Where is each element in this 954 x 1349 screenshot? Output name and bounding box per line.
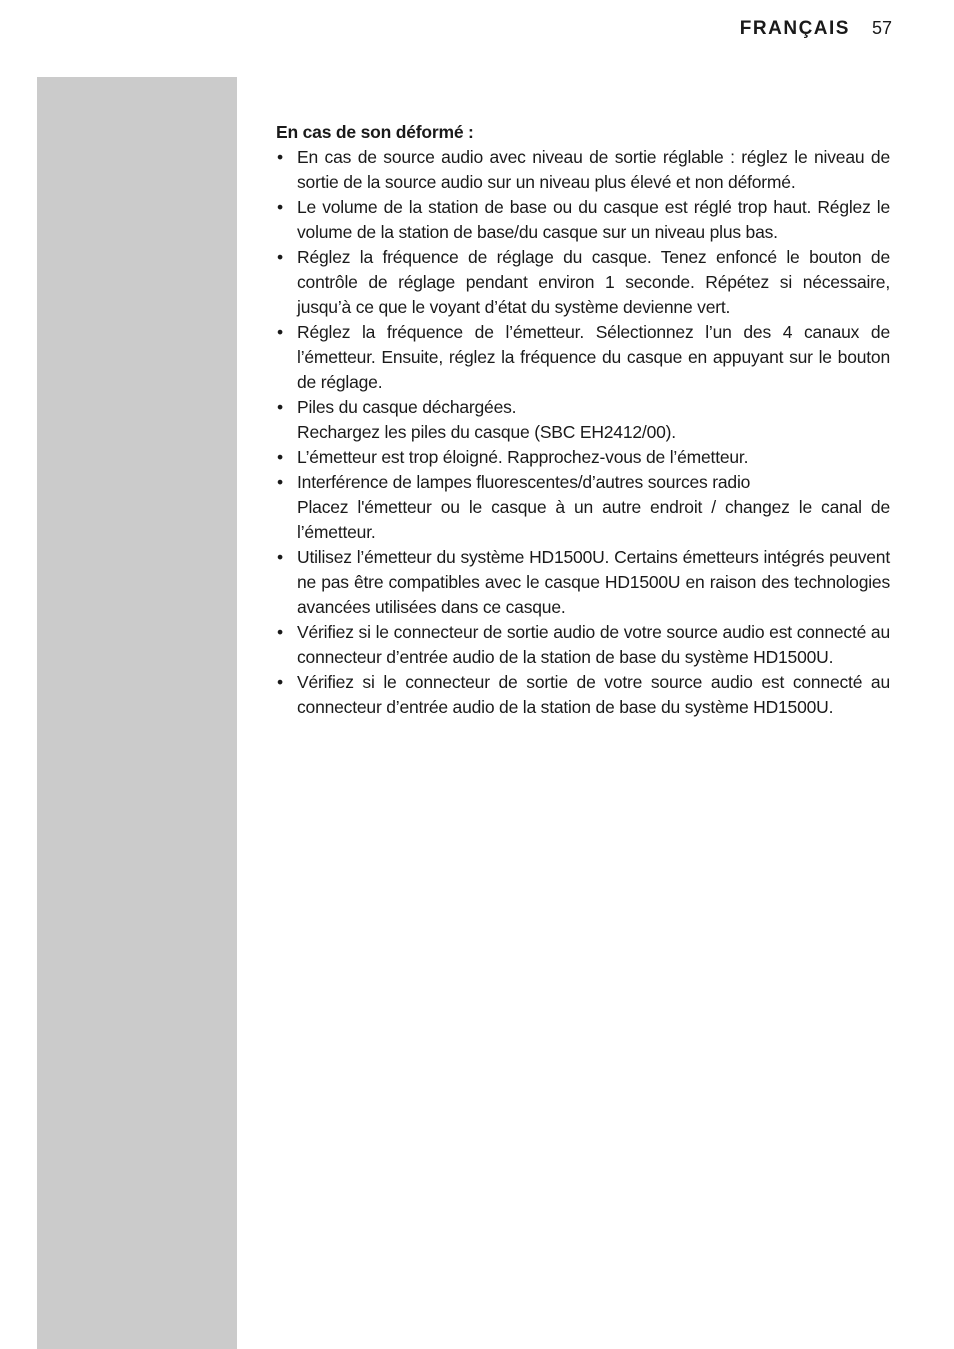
section-title: En cas de son déformé :	[276, 122, 474, 142]
bullet-icon: •	[277, 447, 283, 467]
list-item: • Réglez la fréquence de réglage du casque. Tenez enfoncé le bouton de contrôle de réglage pendant environ 1 seconde. Répétez si nécessaire, jusqu’à ce que le voyant d’état du système devienne vert.	[277, 247, 890, 317]
bullet-icon: •	[277, 622, 283, 642]
list-item: • Utilisez l’émetteur du système HD1500U. Certains émetteurs intégrés peuvent ne pas être compatibles avec le casque HD1500U en raison des technologies avancées utilisées dans ce casque.	[277, 547, 890, 617]
bullet-icon: •	[277, 397, 283, 417]
sidebar-band	[37, 77, 237, 1349]
bullet-icon: •	[277, 147, 283, 167]
list-item: • L’émetteur est trop éloigné. Rapprochez-vous de l’émetteur.	[276, 445, 890, 470]
bullet-icon: •	[277, 472, 283, 492]
list-item: • Interférence de lampes fluorescentes/d’autres sources radio Placez l'émetteur ou le casque à un autre endroit / changez le canal de l’émetteur.	[277, 472, 890, 542]
list-item: • Vérifiez si le connecteur de sortie de votre source audio est connecté au connecteur d’entrée audio de la station de base du système HD1500U.	[277, 672, 890, 717]
bullet-icon: •	[277, 247, 283, 267]
bullet-icon: •	[277, 547, 283, 567]
list-item: • En cas de source audio avec niveau de sortie réglable : réglez le niveau de sortie de la source audio sur un niveau plus élevé et non déformé.	[277, 147, 890, 192]
page-number: 57	[871, 18, 892, 38]
list-item: • Piles du casque déchargées. Rechargez les piles du casque (SBC EH2412/00).	[277, 397, 676, 442]
main-content	[276, 120, 890, 720]
language-label: FRANÇAIS	[739, 18, 850, 39]
list-item: • Le volume de la station de base ou du casque est réglé trop haut. Réglez le volume de la station de base/du casque sur un niveau plus bas.	[277, 197, 890, 242]
list-item: • Réglez la fréquence de l’émetteur. Sélectionnez l’un des 4 canaux de l’émetteur. Ensuite, réglez la fréquence du casque en appuyant sur le bouton de réglage.	[277, 322, 890, 392]
bullet-icon: •	[277, 672, 283, 692]
page-header	[740, 18, 892, 40]
bullet-icon: •	[277, 197, 283, 217]
list-item: • Vérifiez si le connecteur de sortie audio de votre source audio est connecté au connecteur d’entrée audio de la station de base du système HD1500U.	[277, 622, 890, 667]
bullet-icon: •	[277, 322, 283, 342]
troubleshooting-list	[276, 145, 890, 720]
